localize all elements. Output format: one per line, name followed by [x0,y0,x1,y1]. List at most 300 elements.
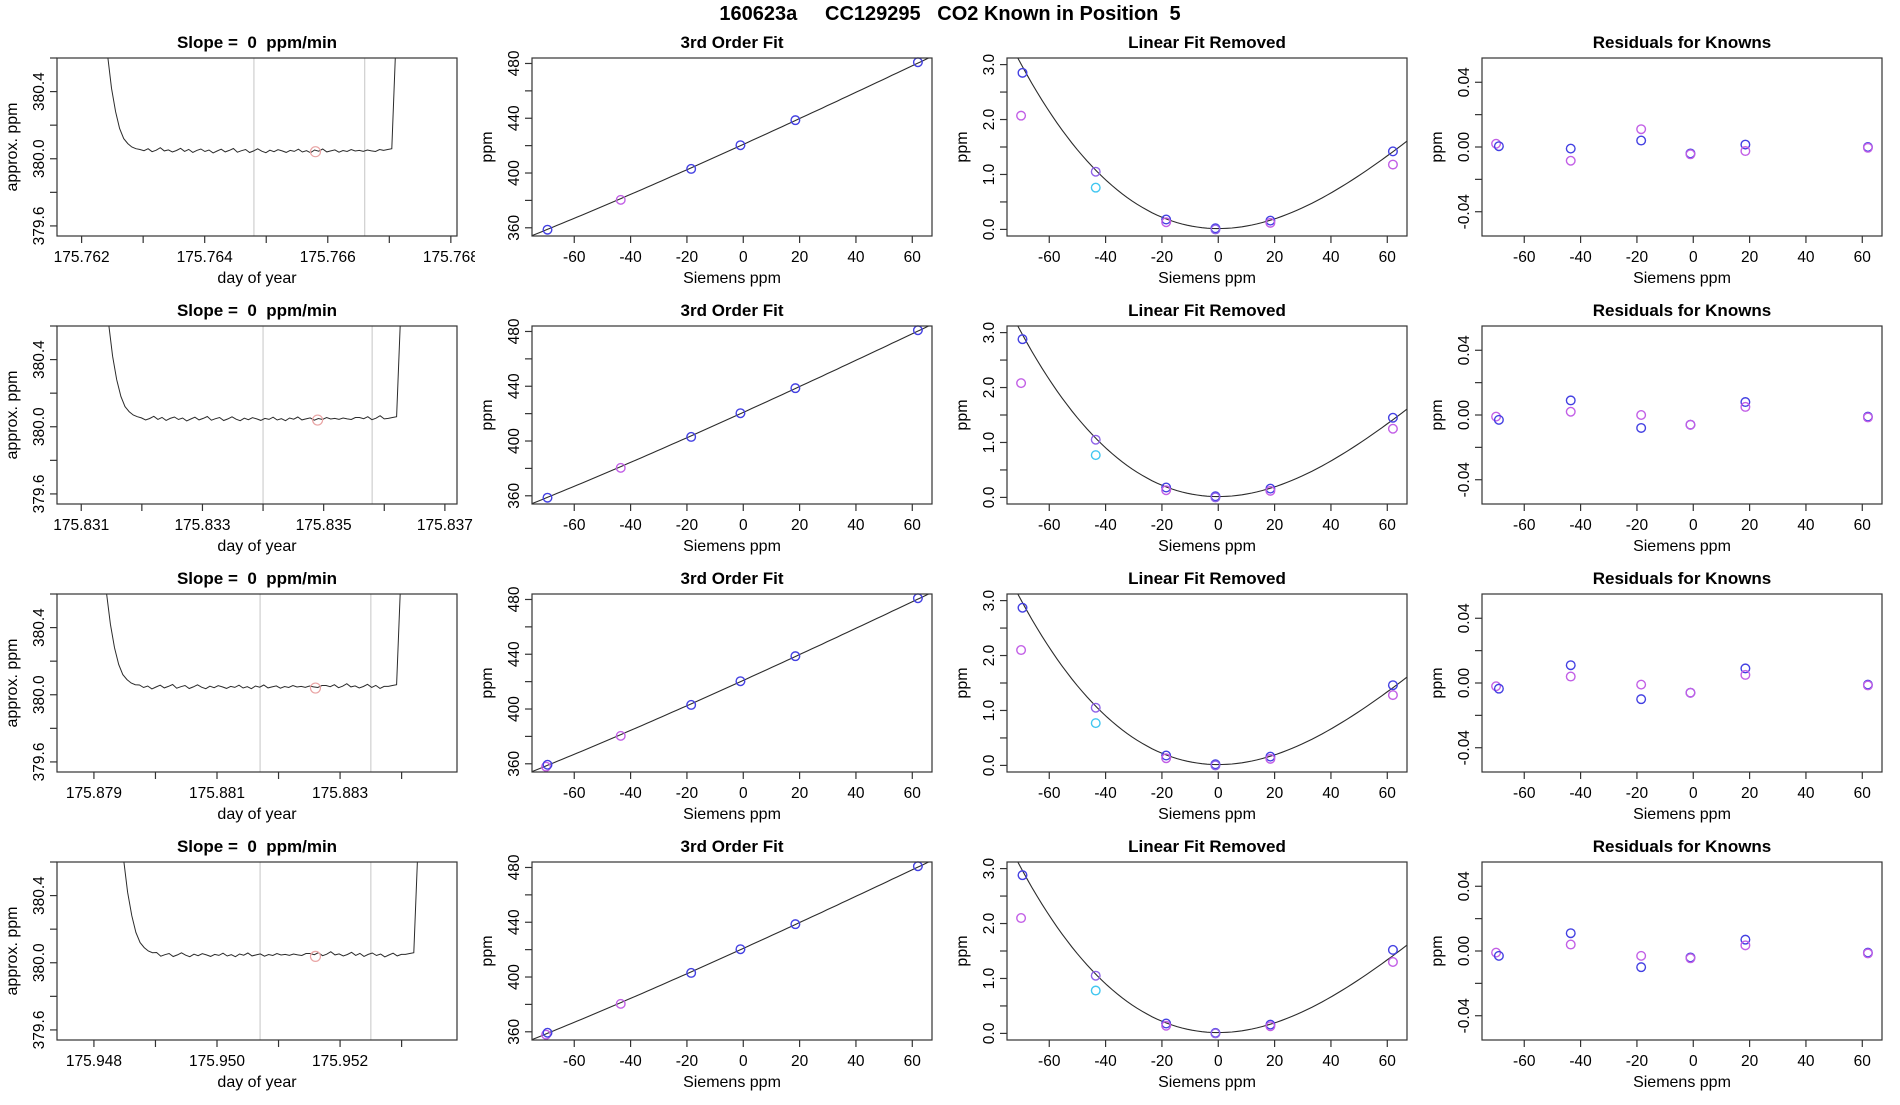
data-point-blue [1389,946,1398,955]
residuals-panel-row4 [1425,832,1900,1100]
y-tick-label: 379.6 [31,1010,48,1050]
y-tick-label: 360 [506,214,523,241]
x-tick-label: 20 [790,785,809,802]
y-axis [1429,603,1482,766]
data-point-blue [1637,424,1646,433]
x-tick-label: -20 [675,249,699,266]
x-axis [1513,504,1871,555]
x-tick-label: 175.883 [312,785,369,802]
x-tick-label: 20 [1265,1053,1284,1070]
fit-curve [1007,841,1407,1033]
data-point-violet [1741,671,1750,680]
data-point-violet [1566,156,1575,165]
third-order-fit-panel-row1 [475,28,950,296]
y-axis [4,326,57,513]
y-tick-label: 380.0 [31,943,48,983]
x-tick-label: 60 [903,517,921,534]
panel-title: 3rd Order Fit [680,301,784,320]
trace-line [108,45,396,153]
x-axis-label: day of year [217,538,297,555]
x-axis [54,236,475,287]
x-tick-label: 0 [738,1053,748,1070]
x-tick-label: 20 [790,517,809,534]
y-tick-label: 380.4 [30,876,48,915]
plot-svg [0,28,475,296]
x-tick-label: 175.952 [312,1053,369,1070]
y-tick-label: 379.6 [31,742,48,782]
x-tick-label: -60 [563,249,586,266]
x-tick-label: 40 [847,517,865,534]
y-tick-label: 1.0 [981,163,998,186]
plot-box [1482,594,1882,772]
x-tick-label: -20 [1150,785,1174,802]
x-axis [563,236,921,287]
x-tick-label: 20 [1265,249,1284,266]
y-tick-label: 3.0 [981,857,998,880]
x-tick-label: -60 [1513,785,1536,802]
y-axis-label: ppm [479,667,496,699]
x-tick-label: 60 [1378,1053,1396,1070]
fit-curve [532,592,932,771]
y-axis [954,321,1007,508]
x-tick-label: -40 [1569,249,1592,266]
x-tick-label: 20 [1740,785,1759,802]
data-point-purple [1091,435,1100,444]
x-tick-label: 175.831 [53,517,110,534]
x-tick-label: 20 [1740,517,1759,534]
y-tick-label: 380.4 [30,608,48,647]
data-point-blue [1637,695,1646,704]
data-point-purple [1211,1029,1220,1038]
plot-svg [1425,296,1900,564]
panel-title: Residuals for Knowns [1592,837,1772,856]
y-axis-label: approx. ppm [4,906,21,996]
y-tick-label: 380.0 [31,139,48,179]
y-tick-label: 0.00 [1456,131,1473,163]
data-points [1492,396,1872,432]
x-tick-label: -40 [619,785,642,802]
data-point-blue [1637,963,1646,972]
data-point-blue [1566,929,1575,938]
y-tick-label: 400 [506,160,523,186]
y-axis [954,589,1007,776]
y-tick-label: -0.04 [1456,998,1473,1034]
y-tick-label: 1.0 [981,431,998,454]
x-tick-label: -20 [1150,517,1174,534]
x-tick-label: 60 [1853,1053,1871,1070]
x-tick-label: 40 [1322,249,1340,266]
x-axis [563,772,921,823]
y-tick-label: 440 [506,105,523,132]
data-points [1492,929,1872,972]
data-point-violet [1017,646,1026,655]
x-tick-label: 40 [1322,1053,1340,1070]
x-tick-label: 20 [1740,249,1759,266]
plot-box [1007,862,1407,1040]
x-axis-label: Siemens ppm [1633,538,1731,555]
y-tick-label: 0.0 [981,486,998,509]
y-tick-label: 440 [506,641,523,668]
y-axis-label: ppm [479,131,496,163]
x-tick-label: 60 [1853,517,1871,534]
y-axis-label: ppm [954,667,971,699]
data-point-violet [1566,940,1575,949]
x-tick-label: 0 [738,249,748,266]
trace-line [124,849,418,957]
panel-title: Linear Fit Removed [1128,837,1286,856]
y-tick-label: 0.00 [1456,667,1473,699]
x-tick-label: 0 [738,517,748,534]
y-tick-label: 2.0 [981,644,998,667]
x-tick-label: 175.950 [188,1053,246,1070]
x-tick-label: -60 [1038,1053,1061,1070]
plot-svg [475,564,950,832]
x-tick-label: -40 [1569,517,1592,534]
data-points [1492,125,1872,165]
fit-curve [532,324,932,503]
x-axis-label: Siemens ppm [1158,270,1256,287]
x-tick-label: -60 [563,1053,586,1070]
plot-box [1482,326,1882,504]
data-point-cyan [1091,719,1100,728]
y-axis-label: approx. ppm [4,638,21,728]
third-order-fit-panel-row2 [475,296,950,564]
x-tick-label: 175.762 [53,249,110,266]
x-axis-label: Siemens ppm [683,1074,781,1091]
x-tick-label: 175.879 [65,785,122,802]
y-tick-label: 1.0 [981,967,998,990]
x-axis [563,504,921,555]
x-tick-label: -60 [1513,1053,1536,1070]
data-point-cyan [1091,451,1100,460]
x-axis [1038,1040,1396,1091]
y-axis-label: ppm [954,131,971,163]
plot-svg [950,296,1425,564]
y-axis-label: ppm [1429,399,1446,431]
y-axis [479,318,532,509]
y-axis [479,586,532,777]
x-axis [1038,504,1396,555]
y-axis-label: ppm [1429,667,1446,699]
x-tick-label: 40 [1797,1053,1815,1070]
data-point-blue [1566,661,1575,670]
data-points [1017,335,1397,502]
x-axis-label: Siemens ppm [1633,1074,1731,1091]
x-tick-label: -40 [619,517,642,534]
x-tick-label: 60 [1378,249,1396,266]
slope-timeseries-panel-row3 [0,564,475,832]
panel-title: Linear Fit Removed [1128,301,1286,320]
x-tick-label: -20 [675,517,699,534]
y-tick-label: 0.0 [981,1022,998,1045]
x-axis-label: Siemens ppm [1158,806,1256,823]
y-tick-label: 380.0 [31,675,48,715]
y-tick-label: 480 [506,586,523,613]
x-tick-label: 60 [903,785,921,802]
x-axis [53,504,473,555]
x-axis [563,1040,921,1091]
y-tick-label: 360 [506,1018,523,1045]
slope-timeseries-panel-row1 [0,28,475,296]
data-point-violet [1637,411,1646,420]
data-point-violet [1017,914,1026,923]
y-tick-label: 379.6 [31,206,48,246]
x-tick-label: -20 [675,1053,699,1070]
data-point-cyan [1091,183,1100,192]
data-point-violet [1637,125,1646,134]
y-tick-label: 1.0 [981,699,998,722]
y-tick-label: -0.04 [1456,730,1473,766]
x-tick-label: 60 [1378,785,1396,802]
data-point-violet [1741,941,1750,950]
x-axis [1513,236,1871,287]
y-tick-label: 0.04 [1456,67,1473,98]
x-tick-label: -60 [1513,517,1536,534]
x-tick-label: -40 [619,1053,642,1070]
y-axis [1429,871,1482,1034]
x-axis-label: Siemens ppm [683,806,781,823]
plot-svg [0,296,475,564]
x-tick-label: -60 [563,785,586,802]
data-points [1492,661,1872,704]
data-points [1017,603,1397,769]
y-tick-label: 3.0 [981,53,998,76]
x-axis-label: Siemens ppm [683,270,781,287]
x-tick-label: 40 [847,785,865,802]
fit-curve [1007,37,1407,229]
third-order-fit-panel-row3 [475,564,950,832]
y-tick-label: 400 [506,428,523,454]
plot-box [57,58,457,236]
y-tick-label: 380.4 [30,340,48,379]
y-tick-label: 480 [506,50,523,77]
x-tick-label: 0 [1213,249,1223,266]
linear-fit-removed-panel-row1 [950,28,1425,296]
third-order-fit-panel-row4 [475,832,950,1100]
x-tick-label: 60 [1378,517,1396,534]
panel-title: 3rd Order Fit [680,33,784,52]
plot-svg [950,28,1425,296]
x-tick-label: -40 [1094,1053,1117,1070]
panel-title: 3rd Order Fit [680,569,784,588]
data-point-violet [1637,952,1646,961]
y-axis-label: approx. ppm [4,370,21,460]
x-tick-label: 0 [1213,1053,1223,1070]
x-tick-label: -20 [1625,1053,1649,1070]
y-axis [954,857,1007,1044]
y-axis-label: ppm [1429,131,1446,163]
plot-svg [0,832,475,1100]
y-tick-label: 380.4 [30,72,48,111]
x-tick-label: -20 [675,785,699,802]
y-tick-label: 0.04 [1456,603,1473,634]
data-point-violet [1637,680,1646,689]
panel-title: Residuals for Knowns [1592,33,1772,52]
plot-box [1007,594,1407,772]
y-axis-label: ppm [954,935,971,967]
y-tick-label: 2.0 [981,912,998,935]
sample-marker [310,683,320,693]
data-point-purple [1091,167,1100,176]
data-point-violet [1566,407,1575,416]
x-tick-label: 40 [847,1053,865,1070]
panel-title: Residuals for Knowns [1592,301,1772,320]
x-tick-label: -60 [1038,249,1061,266]
y-axis [4,594,57,781]
y-tick-label: 440 [506,373,523,400]
plot-box [1482,58,1882,236]
x-tick-label: 0 [1213,517,1223,534]
y-axis [1429,67,1482,230]
x-tick-label: -40 [1094,249,1117,266]
x-axis [1513,772,1871,823]
sample-marker [310,951,320,961]
x-tick-label: -20 [1625,785,1649,802]
plot-svg [1425,564,1900,832]
x-axis-label: Siemens ppm [1158,1074,1256,1091]
x-tick-label: -60 [1038,785,1061,802]
panel-title: Slope = 0 ppm/min [176,569,338,588]
y-axis [1429,335,1482,498]
panel-title: Residuals for Knowns [1592,569,1772,588]
y-tick-label: 0.04 [1456,335,1473,366]
x-tick-label: 60 [903,1053,921,1070]
x-tick-label: 175.768 [422,249,475,266]
plot-box [1007,326,1407,504]
slope-timeseries-panel-row4 [0,832,475,1100]
x-tick-label: 20 [1740,1053,1759,1070]
fit-curve [1007,305,1407,497]
x-tick-label: 20 [1265,517,1284,534]
y-axis [4,58,57,245]
residuals-panel-row1 [1425,28,1900,296]
x-axis-label: day of year [217,806,297,823]
x-tick-label: 175.835 [295,517,352,534]
main-title: 160623a CC129295 CO2 Known in Position 5 [719,3,1181,25]
x-tick-label: -40 [619,249,642,266]
x-tick-label: 40 [847,249,865,266]
x-axis [66,772,402,823]
slope-timeseries-panel-row2 [0,296,475,564]
x-axis-label: Siemens ppm [1633,806,1731,823]
y-tick-label: 400 [506,696,523,722]
data-point-blue [1566,396,1575,405]
y-tick-label: 360 [506,482,523,509]
plot-box [1482,862,1882,1040]
data-point-purple [1091,703,1100,712]
plot-svg [0,564,475,832]
x-tick-label: 40 [1322,517,1340,534]
y-tick-label: 2.0 [981,376,998,399]
x-axis-label: Siemens ppm [1158,538,1256,555]
plot-svg [1425,832,1900,1100]
x-tick-label: 20 [790,1053,809,1070]
data-point-purple [1091,971,1100,980]
x-tick-label: 0 [1688,785,1698,802]
y-tick-label: -0.04 [1456,194,1473,230]
x-tick-label: -20 [1625,517,1649,534]
residuals-panel-row3 [1425,564,1900,832]
data-point-violet [1389,424,1398,433]
data-point-violet [1686,420,1695,429]
plot-svg [475,28,950,296]
x-tick-label: 40 [1797,517,1815,534]
data-point-violet [1566,672,1575,681]
plot-svg [950,564,1425,832]
data-point-violet [1389,160,1398,169]
x-tick-label: 0 [1688,1053,1698,1070]
y-tick-label: 0.0 [981,218,998,241]
x-tick-label: 40 [1797,785,1815,802]
x-tick-label: 40 [1797,249,1815,266]
x-axis-label: day of year [217,1074,297,1091]
data-points [1017,69,1397,234]
x-tick-label: -40 [1094,785,1117,802]
trace-line [106,581,401,689]
fit-curve [532,860,932,1039]
y-tick-label: 379.6 [31,474,48,514]
plot-svg [950,832,1425,1100]
x-tick-label: -40 [1569,1053,1592,1070]
y-axis-label: ppm [1429,935,1446,967]
y-tick-label: -0.04 [1456,462,1473,498]
plot-svg [475,832,950,1100]
data-point-blue [1566,144,1575,153]
y-tick-label: 360 [506,750,523,777]
y-axis [479,50,532,241]
x-tick-label: 0 [738,785,748,802]
x-tick-label: 40 [1322,785,1340,802]
x-tick-label: -20 [1150,249,1174,266]
x-tick-label: -60 [1513,249,1536,266]
y-axis-label: approx. ppm [4,102,21,192]
x-axis [1038,236,1396,287]
residuals-panel-row2 [1425,296,1900,564]
linear-fit-removed-panel-row3 [950,564,1425,832]
trace-line [109,313,401,421]
y-tick-label: 0.00 [1456,935,1473,967]
y-axis-label: ppm [954,399,971,431]
x-tick-label: -60 [563,517,586,534]
x-tick-label: 175.766 [299,249,356,266]
x-tick-label: 175.764 [176,249,233,266]
y-axis-label: ppm [479,935,496,967]
data-point-violet [1017,111,1026,120]
y-tick-label: 380.0 [31,407,48,447]
y-axis [479,854,532,1045]
x-axis-label: Siemens ppm [1633,270,1731,287]
y-tick-label: 400 [506,964,523,990]
panel-title: Linear Fit Removed [1128,569,1286,588]
data-point-violet [1686,688,1695,697]
y-tick-label: 3.0 [981,321,998,344]
plot-box [1007,58,1407,236]
x-tick-label: 175.833 [174,517,231,534]
data-point-violet [1017,379,1026,388]
y-tick-label: 0.00 [1456,399,1473,431]
y-tick-label: 480 [506,318,523,345]
panel-title: 3rd Order Fit [680,837,784,856]
y-axis [954,53,1007,240]
x-tick-label: 60 [1853,249,1871,266]
plot-svg [475,296,950,564]
x-tick-label: 20 [1265,785,1284,802]
y-tick-label: 480 [506,854,523,881]
x-axis-label: Siemens ppm [683,538,781,555]
x-axis [1038,772,1396,823]
y-tick-label: 3.0 [981,589,998,612]
x-tick-label: 175.948 [65,1053,122,1070]
